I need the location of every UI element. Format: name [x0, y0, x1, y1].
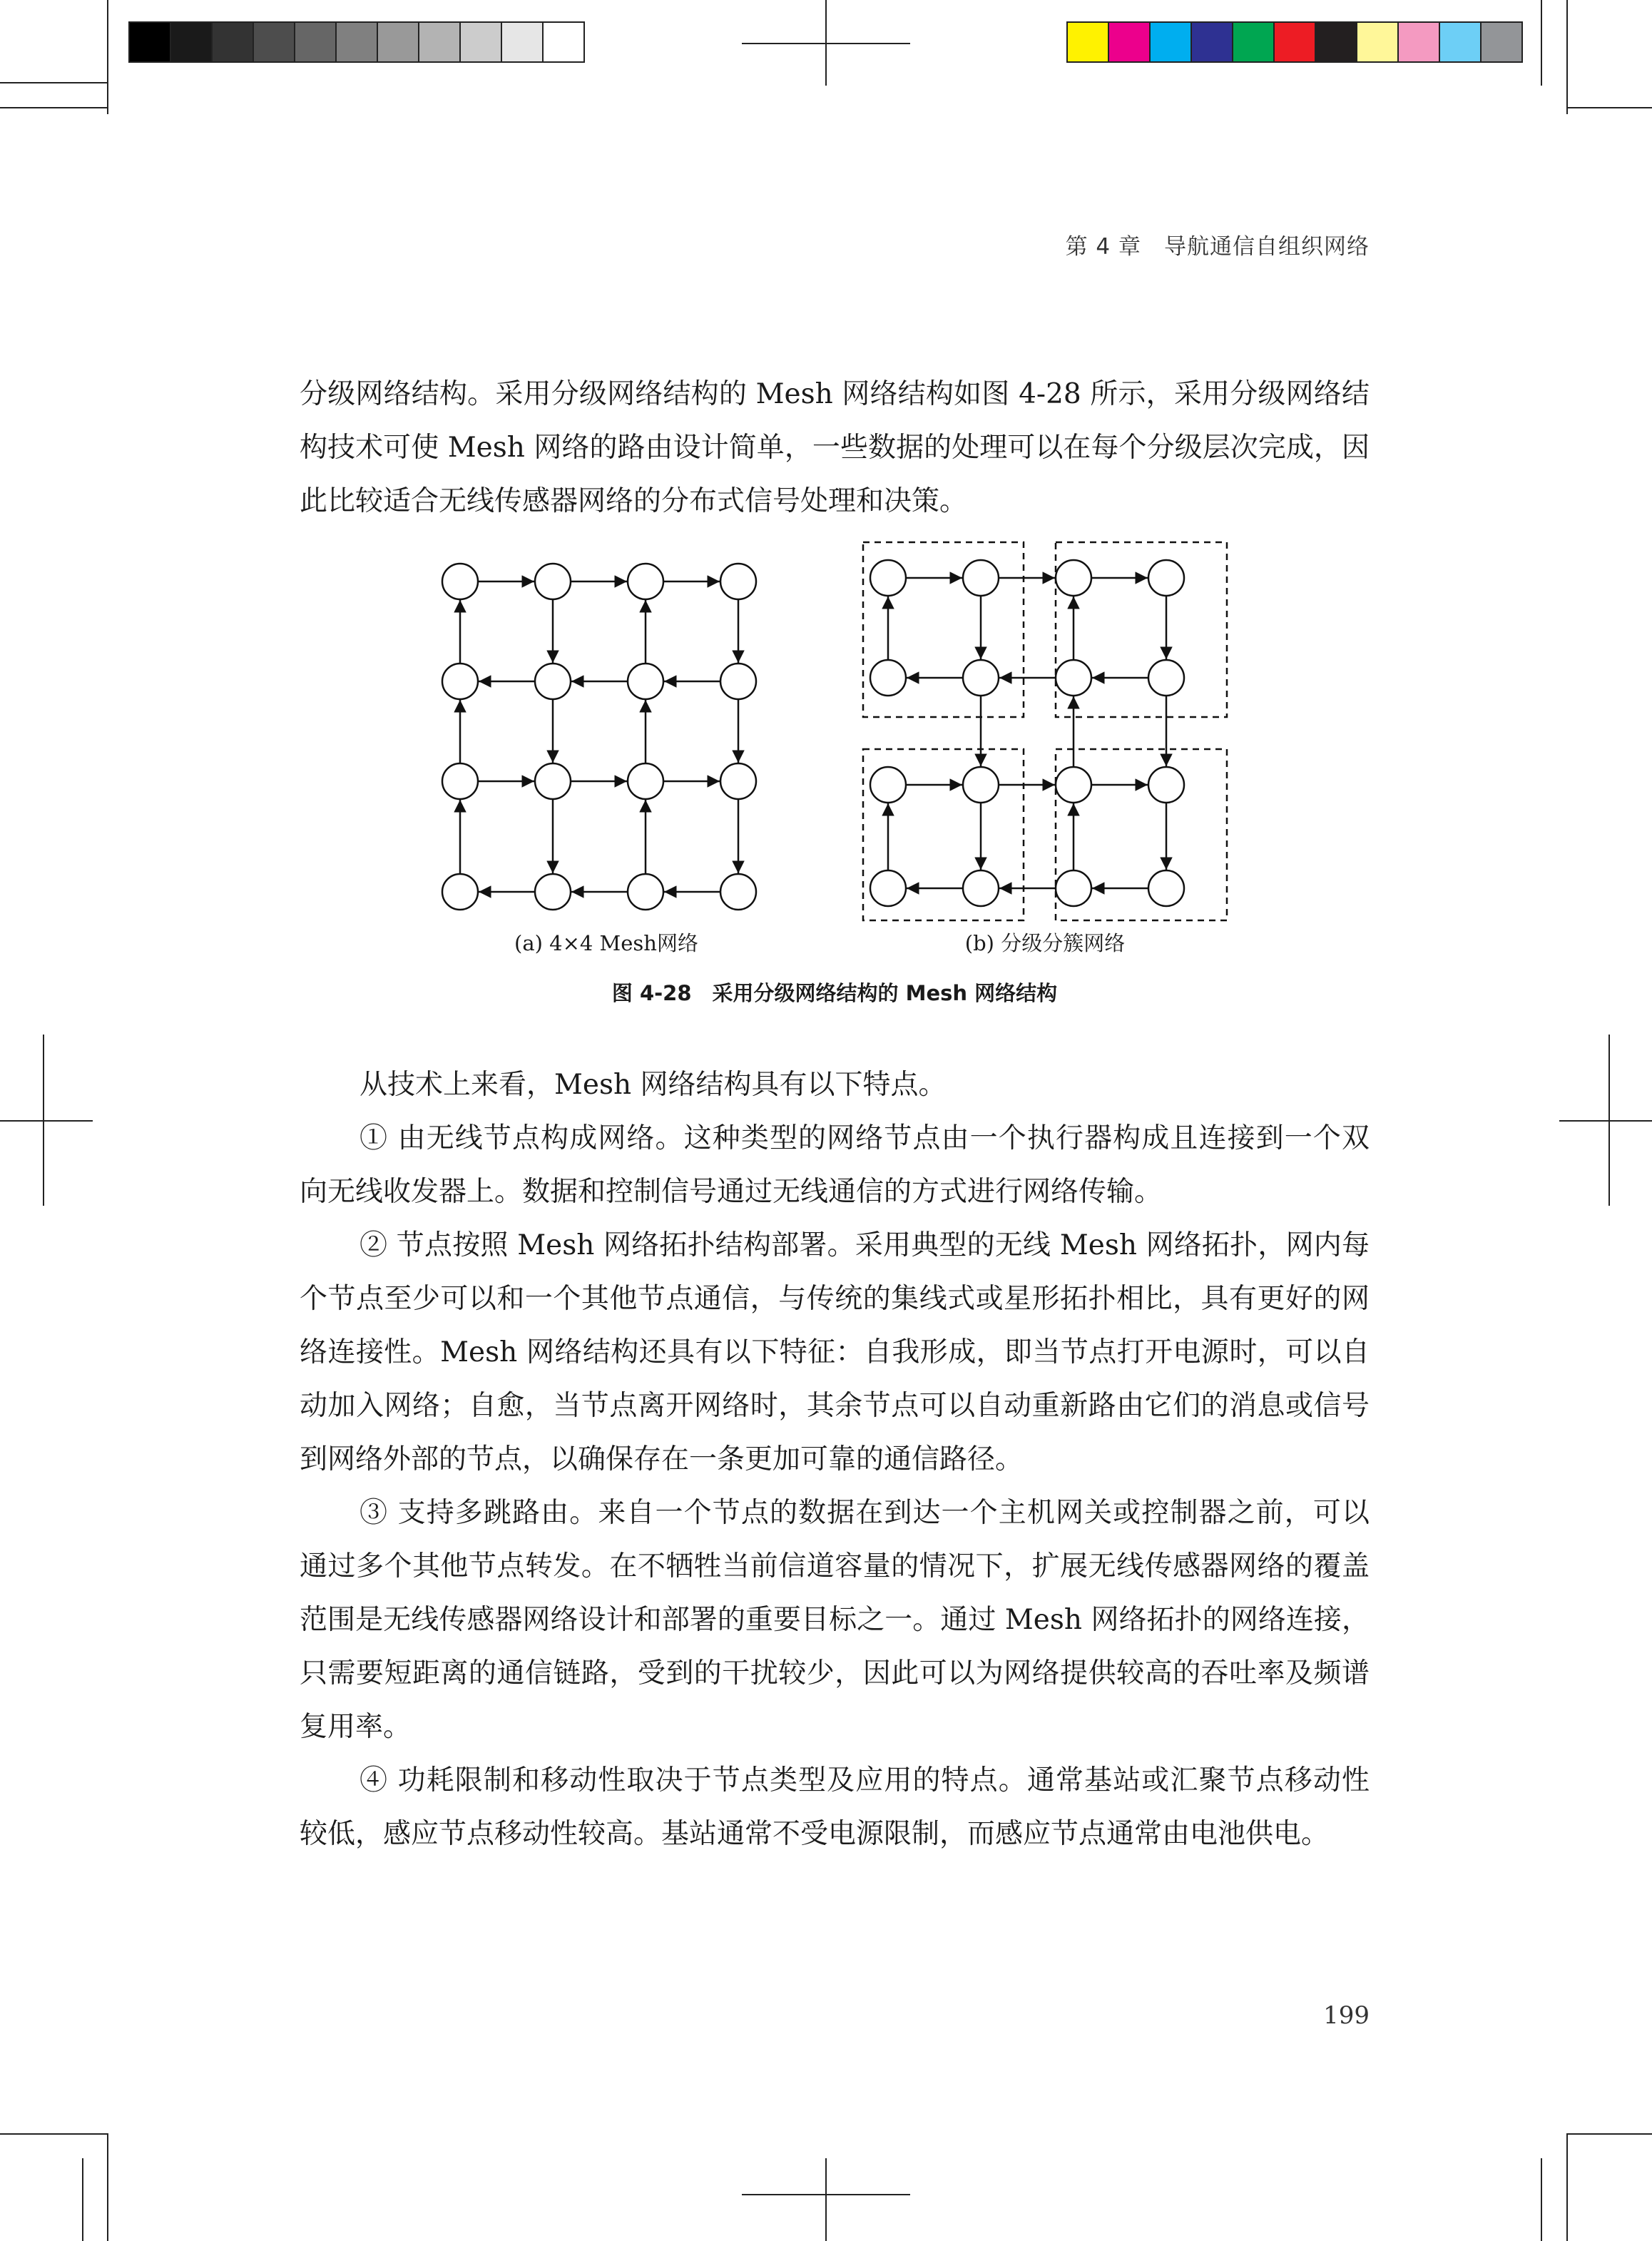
crop-mark	[1566, 0, 1568, 114]
registration-mark	[742, 43, 910, 44]
network-node	[442, 763, 478, 799]
crop-mark	[107, 0, 108, 114]
color-swatch	[294, 21, 337, 63]
color-swatch	[1149, 21, 1192, 63]
color-swatch	[1273, 21, 1316, 63]
color-swatch	[335, 21, 378, 63]
mesh-network-diagram-a	[414, 542, 799, 928]
color-swatch	[1108, 21, 1151, 63]
network-node	[870, 560, 906, 596]
network-node	[442, 564, 478, 599]
list-item-3: ③ 支持多跳路由。来自一个节点的数据在到达一个主机网关或控制器之前，可以通过多个其他节点转发。在不牺牲当前信道容量的情况下，扩展无线传感器网络的覆盖范围是无线传感器网络设计和部署的重要目标之一。通过 Mesh 网络拓扑的网络连接，只需要短距离的通信链路，受到的干扰较少，因此可以为网络提供较高的吞吐率及频谱复用率。	[300, 1497, 1370, 1743]
color-swatch	[1480, 21, 1523, 63]
network-node	[720, 763, 756, 799]
color-swatch	[1439, 21, 1482, 63]
network-node	[870, 767, 906, 803]
network-node	[442, 874, 478, 910]
list-item-1: ① 由无线节点构成网络。这种类型的网络节点由一个执行器构成且连接到一个双向无线收发器上。数据和控制信号通过无线通信的方式进行网络传输。	[300, 1122, 1370, 1208]
network-node	[628, 763, 663, 799]
registration-mark	[742, 2194, 910, 2195]
crop-mark	[82, 2158, 83, 2241]
network-node	[1056, 560, 1091, 596]
subcaption-a: (a) 4×4 Mesh网络	[514, 931, 698, 955]
color-swatch	[253, 21, 295, 63]
crop-mark	[1541, 2158, 1542, 2241]
color-swatch	[459, 21, 502, 63]
clustered-network-diagram-b	[852, 539, 1238, 928]
crop-mark	[1566, 2133, 1652, 2135]
subcaption-b: (b) 分级分簇网络	[964, 931, 1126, 955]
network-node	[870, 870, 906, 906]
page-number: 199	[1323, 2001, 1370, 2030]
network-node	[963, 870, 999, 906]
network-node	[535, 763, 571, 799]
color-swatch	[1232, 21, 1275, 63]
running-head: 第 4 章 导航通信自组织网络	[1065, 234, 1370, 260]
crop-mark	[1566, 2133, 1568, 2241]
color-swatch	[170, 21, 213, 63]
network-node	[1148, 767, 1184, 803]
crop-mark	[0, 2133, 107, 2135]
color-swatch	[1315, 21, 1357, 63]
network-node	[1056, 870, 1091, 906]
registration-mark	[0, 1120, 93, 1122]
color-swatch	[542, 21, 585, 63]
network-node	[1148, 660, 1184, 696]
color-swatch	[1356, 21, 1399, 63]
body-paragraph: 分级网络结构。采用分级网络结构的 Mesh 网络结构如图 4-28 所示，采用分级网络结构技术可使 Mesh 网络的路由设计简单，一些数据的处理可以在每个分级层次完成，因此比较适合无线传感器网络的分布式信号处理和决策。	[300, 378, 1370, 517]
figure-caption: 图 4-28 采用分级网络结构的 Mesh 网络结构	[611, 981, 1058, 1005]
network-node	[963, 767, 999, 803]
network-node	[870, 660, 906, 696]
color-swatch	[1190, 21, 1233, 63]
network-node	[442, 664, 478, 699]
network-node	[628, 564, 663, 599]
color-swatch	[128, 21, 171, 63]
crop-mark	[0, 82, 107, 83]
network-node	[535, 664, 571, 699]
network-node	[720, 664, 756, 699]
list-item-4: ④ 功耗限制和移动性取决于节点类型及应用的特点。通常基站或汇聚节点移动性较低，感应节点移动性较高。基站通常不受电源限制，而感应节点通常由电池供电。	[300, 1764, 1370, 1850]
network-node	[1056, 767, 1091, 803]
network-node	[535, 874, 571, 910]
color-swatch	[1397, 21, 1440, 63]
network-node	[720, 874, 756, 910]
network-node	[628, 874, 663, 910]
color-swatch	[418, 21, 461, 63]
network-node	[535, 564, 571, 599]
color-swatch	[1066, 21, 1109, 63]
crop-mark	[0, 107, 107, 108]
list-item-2: ② 节点按照 Mesh 网络拓扑结构部署。采用典型的无线 Mesh 网络拓扑，网内每个节点至少可以和一个其他节点通信，与传统的集线式或星形拓扑相比，具有更好的网络连接性。Mesh 网络结构还具有以下特征：自我形成，即当节点打开电源时，可以自动加入网络；自愈，当节点离开网络时，其余节点可以自动重新路由它们的消息或信号到网络外部的节点，以确保存在一条更加可靠的通信路径。	[300, 1229, 1370, 1475]
network-node	[720, 564, 756, 599]
network-node	[1148, 560, 1184, 596]
network-node	[1148, 870, 1184, 906]
network-node	[1056, 660, 1091, 696]
body-paragraph: 从技术上来看，Mesh 网络结构具有以下特点。	[360, 1069, 947, 1101]
color-swatch	[501, 21, 544, 63]
network-node	[963, 660, 999, 696]
network-node	[963, 560, 999, 596]
crop-mark	[1541, 0, 1542, 86]
network-node	[628, 664, 663, 699]
crop-mark	[107, 2133, 108, 2241]
registration-mark	[825, 2158, 827, 2241]
crop-mark	[1566, 107, 1652, 108]
color-swatch	[211, 21, 254, 63]
registration-mark	[1559, 1120, 1652, 1122]
color-swatch	[377, 21, 419, 63]
